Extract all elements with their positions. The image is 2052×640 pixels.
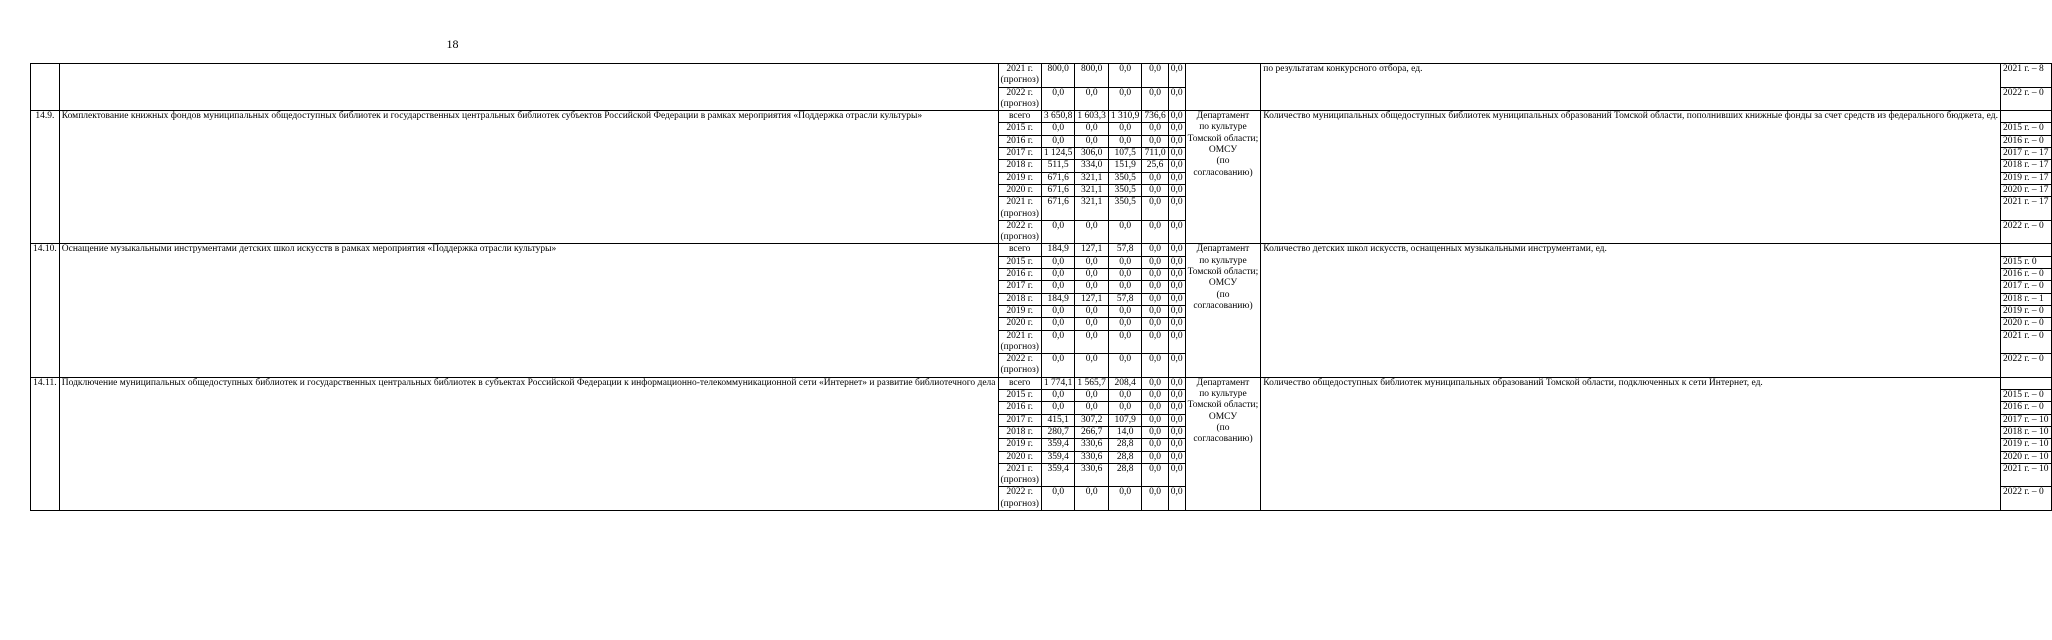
- local-value: 0,0: [1142, 123, 1168, 135]
- total-value: 800,0: [1041, 64, 1075, 88]
- item-number: 14.10.: [31, 244, 60, 377]
- table-row: [31, 111, 2052, 123]
- other-value: 0,0: [1168, 123, 1185, 135]
- federal-value: 0,0: [1075, 305, 1109, 317]
- regional-value: 0,0: [1108, 269, 1142, 281]
- executor-line: по культуре: [1199, 122, 1247, 133]
- result-value: 2021 г. – 10: [2000, 463, 2051, 487]
- executor-line: (по: [1216, 156, 1230, 167]
- federal-value: 0,0: [1075, 269, 1109, 281]
- table-row: [31, 377, 2052, 389]
- year-label: [998, 377, 1041, 389]
- year-label: [998, 197, 1041, 221]
- regional-value: 14,0: [1108, 426, 1142, 438]
- other-value: 0,0: [1168, 281, 1185, 293]
- total-value: 0,0: [1041, 390, 1075, 402]
- federal-value: 0,0: [1075, 220, 1109, 244]
- regional-value: 107,5: [1108, 148, 1142, 160]
- year-label: [998, 256, 1041, 268]
- indicator-text: по результатам конкурсного отбора, ед.: [1261, 64, 2001, 111]
- total-value: 1 124,5: [1041, 148, 1075, 160]
- year-label: [998, 293, 1041, 305]
- year-label: [998, 160, 1041, 172]
- regional-value: 0,0: [1108, 487, 1142, 511]
- year-label-line: 2015 г.: [1006, 256, 1033, 267]
- total-value: 0,0: [1041, 269, 1075, 281]
- result-value: 2021 г. – 17: [2000, 197, 2051, 221]
- local-value: 0,0: [1142, 451, 1168, 463]
- local-value: 0,0: [1142, 244, 1168, 256]
- federal-value: 0,0: [1075, 256, 1109, 268]
- year-label-line: 2016 г.: [1006, 269, 1033, 280]
- year-label-line: (прогноз): [1000, 498, 1039, 509]
- other-value: 0,0: [1168, 293, 1185, 305]
- year-label: [998, 451, 1041, 463]
- regional-value: 350,5: [1108, 197, 1142, 221]
- page-number: 18: [446, 37, 459, 51]
- regional-value: 0,0: [1108, 354, 1142, 378]
- local-value: 0,0: [1142, 330, 1168, 354]
- federal-value: 127,1: [1075, 244, 1109, 256]
- regional-value: 28,8: [1108, 463, 1142, 487]
- regional-value: 0,0: [1108, 390, 1142, 402]
- local-value: 0,0: [1142, 354, 1168, 378]
- indicator-text: Количество общедоступных библиотек муниципальных образований Томской области, подключенных к сети Интернет, ед.: [1261, 377, 2001, 510]
- result-value: 2022 г. – 0: [2000, 354, 2051, 378]
- total-value: 671,6: [1041, 184, 1075, 196]
- result-value: 2020 г. – 0: [2000, 318, 2051, 330]
- federal-value: 1 565,7: [1075, 377, 1109, 389]
- year-label-line: (прогноз): [1000, 365, 1039, 376]
- local-value: 25,6: [1142, 160, 1168, 172]
- federal-value: 0,0: [1075, 402, 1109, 414]
- result-value: 2019 г. – 10: [2000, 439, 2051, 451]
- year-label: [998, 318, 1041, 330]
- other-value: 0,0: [1168, 64, 1185, 88]
- year-label: [998, 269, 1041, 281]
- year-label-line: 2018 г.: [1006, 426, 1033, 437]
- executor-text: [1185, 111, 1261, 244]
- total-value: 0,0: [1041, 305, 1075, 317]
- regional-value: 350,5: [1108, 172, 1142, 184]
- total-value: 280,7: [1041, 426, 1075, 438]
- executor-line: согласованию): [1193, 434, 1253, 445]
- other-value: 0,0: [1168, 377, 1185, 389]
- program-table: [30, 63, 2052, 511]
- year-label-line: (прогноз): [1000, 208, 1039, 219]
- other-value: 0,0: [1168, 87, 1185, 111]
- year-label: [998, 402, 1041, 414]
- indicator-text: Количество муниципальных общедоступных библиотек муниципальных образований Томской области, пополнивших книжные фонды за счет средств из федерального бюджета, ед.: [1261, 111, 2001, 244]
- federal-value: 127,1: [1075, 293, 1109, 305]
- total-value: 0,0: [1041, 135, 1075, 147]
- other-value: 0,0: [1168, 318, 1185, 330]
- executor-line: (по: [1216, 289, 1230, 300]
- item-name: Подключение муниципальных общедоступных библиотек и государственных центральных библиотек в субъектах Российской Федерации к информационно-телекоммуникационной сети «Интернет» и развитие библиотечного дела: [59, 377, 998, 510]
- total-value: 1 774,1: [1041, 377, 1075, 389]
- regional-value: 0,0: [1108, 220, 1142, 244]
- result-value: [2000, 377, 2051, 389]
- executor-line: по культуре: [1199, 255, 1247, 266]
- local-value: 0,0: [1142, 402, 1168, 414]
- year-label-line: 2020 г.: [1006, 318, 1033, 329]
- other-value: 0,0: [1168, 439, 1185, 451]
- year-label-line: 2020 г.: [1006, 451, 1033, 462]
- executor-line: ОМСУ: [1208, 411, 1238, 422]
- executor-line: Томской области;: [1187, 267, 1259, 278]
- other-value: 0,0: [1168, 426, 1185, 438]
- local-value: 0,0: [1142, 293, 1168, 305]
- regional-value: 0,0: [1108, 135, 1142, 147]
- year-label-line: 2021 г.: [1006, 64, 1033, 74]
- year-label-line: 2020 г.: [1006, 184, 1033, 195]
- result-value: 2016 г. – 0: [2000, 269, 2051, 281]
- item-name-cell: [59, 64, 998, 111]
- executor-line: Томской области;: [1187, 400, 1259, 411]
- regional-value: 57,8: [1108, 293, 1142, 305]
- year-label: [998, 354, 1041, 378]
- federal-value: 0,0: [1075, 281, 1109, 293]
- indicator-text: Количество детских школ искусств, оснащенных музыкальными инструментами, ед.: [1261, 244, 2001, 377]
- executor-line: ОМСУ: [1208, 278, 1238, 289]
- year-label-line: 2021 г.: [1006, 197, 1033, 208]
- local-value: 711,0: [1142, 148, 1168, 160]
- total-value: 0,0: [1041, 330, 1075, 354]
- federal-value: 0,0: [1075, 487, 1109, 511]
- executor-text: [1185, 377, 1261, 510]
- total-value: 0,0: [1041, 87, 1075, 111]
- local-value: 0,0: [1142, 439, 1168, 451]
- federal-value: 0,0: [1075, 318, 1109, 330]
- regional-value: 0,0: [1108, 256, 1142, 268]
- total-value: 0,0: [1041, 487, 1075, 511]
- federal-value: 0,0: [1075, 123, 1109, 135]
- total-value: 359,4: [1041, 451, 1075, 463]
- result-value: 2022 г. – 0: [2000, 220, 2051, 244]
- regional-value: 1 310,9: [1108, 111, 1142, 123]
- local-value: 0,0: [1142, 135, 1168, 147]
- result-value: 2018 г. – 1: [2000, 293, 2051, 305]
- total-value: 0,0: [1041, 123, 1075, 135]
- year-label: [998, 414, 1041, 426]
- total-value: 415,1: [1041, 414, 1075, 426]
- other-value: 0,0: [1168, 414, 1185, 426]
- year-label-line: (прогноз): [1000, 98, 1039, 109]
- year-label-line: 2021 г.: [1006, 330, 1033, 341]
- result-value: 2021 г. – 0: [2000, 330, 2051, 354]
- regional-value: 0,0: [1108, 64, 1142, 88]
- result-value: 2019 г. – 0: [2000, 305, 2051, 317]
- year-label-line: 2016 г.: [1006, 135, 1033, 146]
- result-value: 2015 г. – 0: [2000, 390, 2051, 402]
- total-value: 0,0: [1041, 220, 1075, 244]
- executor-cell: [1185, 64, 1261, 111]
- result-value: 2018 г. – 10: [2000, 426, 2051, 438]
- result-value: 2017 г. – 10: [2000, 414, 2051, 426]
- total-value: 511,5: [1041, 160, 1075, 172]
- year-label: [998, 487, 1041, 511]
- local-value: 0,0: [1142, 220, 1168, 244]
- result-value: 2016 г. – 0: [2000, 135, 2051, 147]
- year-label-line: 2015 г.: [1006, 390, 1033, 401]
- result-value: 2019 г. – 17: [2000, 172, 2051, 184]
- federal-value: 306,0: [1075, 148, 1109, 160]
- other-value: 0,0: [1168, 172, 1185, 184]
- federal-value: 266,7: [1075, 426, 1109, 438]
- result-value: 2015 г. 0: [2000, 256, 2051, 268]
- federal-value: 307,2: [1075, 414, 1109, 426]
- local-value: 0,0: [1142, 87, 1168, 111]
- year-label-line: 2017 г.: [1006, 148, 1033, 159]
- year-label-line: 2022 г.: [1006, 487, 1033, 498]
- local-value: 0,0: [1142, 184, 1168, 196]
- year-label: [998, 111, 1041, 123]
- year-label-line: 2019 г.: [1006, 305, 1033, 316]
- result-value: 2018 г. – 17: [2000, 160, 2051, 172]
- regional-value: 0,0: [1108, 281, 1142, 293]
- other-value: 0,0: [1168, 305, 1185, 317]
- other-value: 0,0: [1168, 487, 1185, 511]
- regional-value: 0,0: [1108, 318, 1142, 330]
- total-value: 0,0: [1041, 256, 1075, 268]
- regional-value: 0,0: [1108, 87, 1142, 111]
- year-label-line: 2022 г.: [1006, 87, 1033, 98]
- other-value: 0,0: [1168, 256, 1185, 268]
- year-label-line: 2021 г.: [1006, 463, 1033, 474]
- local-value: 0,0: [1142, 426, 1168, 438]
- year-label-line: (прогноз): [1000, 75, 1039, 86]
- result-value: 2015 г. – 0: [2000, 123, 2051, 135]
- year-label: [998, 281, 1041, 293]
- total-value: 359,4: [1041, 463, 1075, 487]
- total-value: 0,0: [1041, 318, 1075, 330]
- regional-value: 0,0: [1108, 123, 1142, 135]
- local-value: 0,0: [1142, 390, 1168, 402]
- result-value: 2017 г. – 0: [2000, 281, 2051, 293]
- result-value: 2016 г. – 0: [2000, 402, 2051, 414]
- local-value: 0,0: [1142, 305, 1168, 317]
- year-label: [998, 390, 1041, 402]
- year-label: [998, 426, 1041, 438]
- executor-line: Томской области;: [1187, 133, 1259, 144]
- year-label-line: всего: [1009, 111, 1031, 122]
- total-value: 0,0: [1041, 281, 1075, 293]
- regional-value: 208,4: [1108, 377, 1142, 389]
- federal-value: 321,1: [1075, 197, 1109, 221]
- executor-line: по культуре: [1199, 389, 1247, 400]
- year-label-line: всего: [1009, 244, 1031, 255]
- other-value: 0,0: [1168, 135, 1185, 147]
- year-label: [998, 330, 1041, 354]
- other-value: 0,0: [1168, 160, 1185, 172]
- year-label-line: 2017 г.: [1006, 414, 1033, 425]
- other-value: 0,0: [1168, 463, 1185, 487]
- year-label: [998, 220, 1041, 244]
- result-value: 2020 г. – 17: [2000, 184, 2051, 196]
- year-label: [998, 184, 1041, 196]
- other-value: 0,0: [1168, 330, 1185, 354]
- year-label: [998, 148, 1041, 160]
- federal-value: 334,0: [1075, 160, 1109, 172]
- year-label: [998, 64, 1041, 88]
- result-value: 2017 г. – 17: [2000, 148, 2051, 160]
- federal-value: 800,0: [1075, 64, 1109, 88]
- total-value: 3 650,8: [1041, 111, 1075, 123]
- executor-line: Департамент: [1196, 377, 1250, 388]
- year-label-line: 2018 г.: [1006, 293, 1033, 304]
- year-label: [998, 463, 1041, 487]
- local-value: 0,0: [1142, 281, 1168, 293]
- total-value: 184,9: [1041, 244, 1075, 256]
- year-label-line: 2022 г.: [1006, 220, 1033, 231]
- total-value: 671,6: [1041, 172, 1075, 184]
- other-value: 0,0: [1168, 244, 1185, 256]
- year-label: [998, 135, 1041, 147]
- item-name: Оснащение музыкальными инструментами детских школ искусств в рамках мероприятия «Поддержка отрасли культуры»: [59, 244, 998, 377]
- result-value: 2021 г. – 8: [2000, 64, 2051, 88]
- item-number: 14.9.: [31, 111, 60, 244]
- year-label: [998, 172, 1041, 184]
- regional-value: 28,8: [1108, 451, 1142, 463]
- local-value: 0,0: [1142, 377, 1168, 389]
- result-value: 2020 г. – 10: [2000, 451, 2051, 463]
- regional-value: 350,5: [1108, 184, 1142, 196]
- result-value: [2000, 244, 2051, 256]
- federal-value: 321,1: [1075, 172, 1109, 184]
- federal-value: 330,6: [1075, 463, 1109, 487]
- local-value: 0,0: [1142, 414, 1168, 426]
- local-value: 0,0: [1142, 172, 1168, 184]
- local-value: 0,0: [1142, 463, 1168, 487]
- item-name: Комплектование книжных фондов муниципальных общедоступных библиотек и государственных центральных библиотек субъектов Российской Федерации в рамках мероприятия «Поддержка отрасли культуры»: [59, 111, 998, 244]
- local-value: 0,0: [1142, 269, 1168, 281]
- local-value: 0,0: [1142, 256, 1168, 268]
- year-label: [998, 87, 1041, 111]
- total-value: 0,0: [1041, 354, 1075, 378]
- year-label-line: 2015 г.: [1006, 123, 1033, 134]
- federal-value: 1 603,3: [1075, 111, 1109, 123]
- other-value: 0,0: [1168, 390, 1185, 402]
- regional-value: 57,8: [1108, 244, 1142, 256]
- year-label: [998, 244, 1041, 256]
- year-label-line: 2017 г.: [1006, 281, 1033, 292]
- other-value: 0,0: [1168, 111, 1185, 123]
- other-value: 0,0: [1168, 220, 1185, 244]
- federal-value: 0,0: [1075, 390, 1109, 402]
- other-value: 0,0: [1168, 184, 1185, 196]
- federal-value: 0,0: [1075, 354, 1109, 378]
- regional-value: 28,8: [1108, 439, 1142, 451]
- regional-value: 0,0: [1108, 305, 1142, 317]
- table-row: [31, 64, 2052, 88]
- executor-line: (по: [1216, 422, 1230, 433]
- result-value: 2022 г. – 0: [2000, 487, 2051, 511]
- year-label: [998, 123, 1041, 135]
- year-label-line: 2018 г.: [1006, 160, 1033, 171]
- federal-value: 330,6: [1075, 451, 1109, 463]
- other-value: 0,0: [1168, 148, 1185, 160]
- regional-value: 151,9: [1108, 160, 1142, 172]
- year-label: [998, 439, 1041, 451]
- year-label-line: 2019 г.: [1006, 439, 1033, 450]
- other-value: 0,0: [1168, 197, 1185, 221]
- executor-line: Департамент: [1196, 111, 1250, 122]
- executor-line: ОМСУ: [1208, 145, 1238, 156]
- regional-value: 0,0: [1108, 330, 1142, 354]
- local-value: 0,0: [1142, 487, 1168, 511]
- federal-value: 0,0: [1075, 330, 1109, 354]
- item-number: 14.11.: [31, 377, 60, 510]
- other-value: 0,0: [1168, 269, 1185, 281]
- other-value: 0,0: [1168, 402, 1185, 414]
- year-label-line: всего: [1009, 377, 1031, 388]
- federal-value: 321,1: [1075, 184, 1109, 196]
- other-value: 0,0: [1168, 451, 1185, 463]
- local-value: 736,6: [1142, 111, 1168, 123]
- federal-value: 0,0: [1075, 135, 1109, 147]
- executor-text: [1185, 244, 1261, 377]
- executor-line: Департамент: [1196, 244, 1250, 255]
- total-value: 0,0: [1041, 402, 1075, 414]
- year-label: [998, 305, 1041, 317]
- local-value: 0,0: [1142, 318, 1168, 330]
- result-value: [2000, 111, 2051, 123]
- total-value: 184,9: [1041, 293, 1075, 305]
- year-label-line: (прогноз): [1000, 232, 1039, 243]
- executor-line: согласованию): [1193, 300, 1253, 311]
- year-label-line: 2016 г.: [1006, 402, 1033, 413]
- executor-line: согласованию): [1193, 167, 1253, 178]
- year-label-line: 2022 г.: [1006, 354, 1033, 365]
- year-label-line: 2019 г.: [1006, 172, 1033, 183]
- total-value: 671,6: [1041, 197, 1075, 221]
- federal-value: 0,0: [1075, 87, 1109, 111]
- year-label-line: (прогноз): [1000, 475, 1039, 486]
- federal-value: 330,6: [1075, 439, 1109, 451]
- table-row: [31, 244, 2052, 256]
- local-value: 0,0: [1142, 197, 1168, 221]
- local-value: 0,0: [1142, 64, 1168, 88]
- year-label-line: (прогноз): [1000, 341, 1039, 352]
- result-value: 2022 г. – 0: [2000, 87, 2051, 111]
- other-value: 0,0: [1168, 354, 1185, 378]
- regional-value: 0,0: [1108, 402, 1142, 414]
- regional-value: 107,9: [1108, 414, 1142, 426]
- total-value: 359,4: [1041, 439, 1075, 451]
- item-number-cell: [31, 64, 60, 111]
